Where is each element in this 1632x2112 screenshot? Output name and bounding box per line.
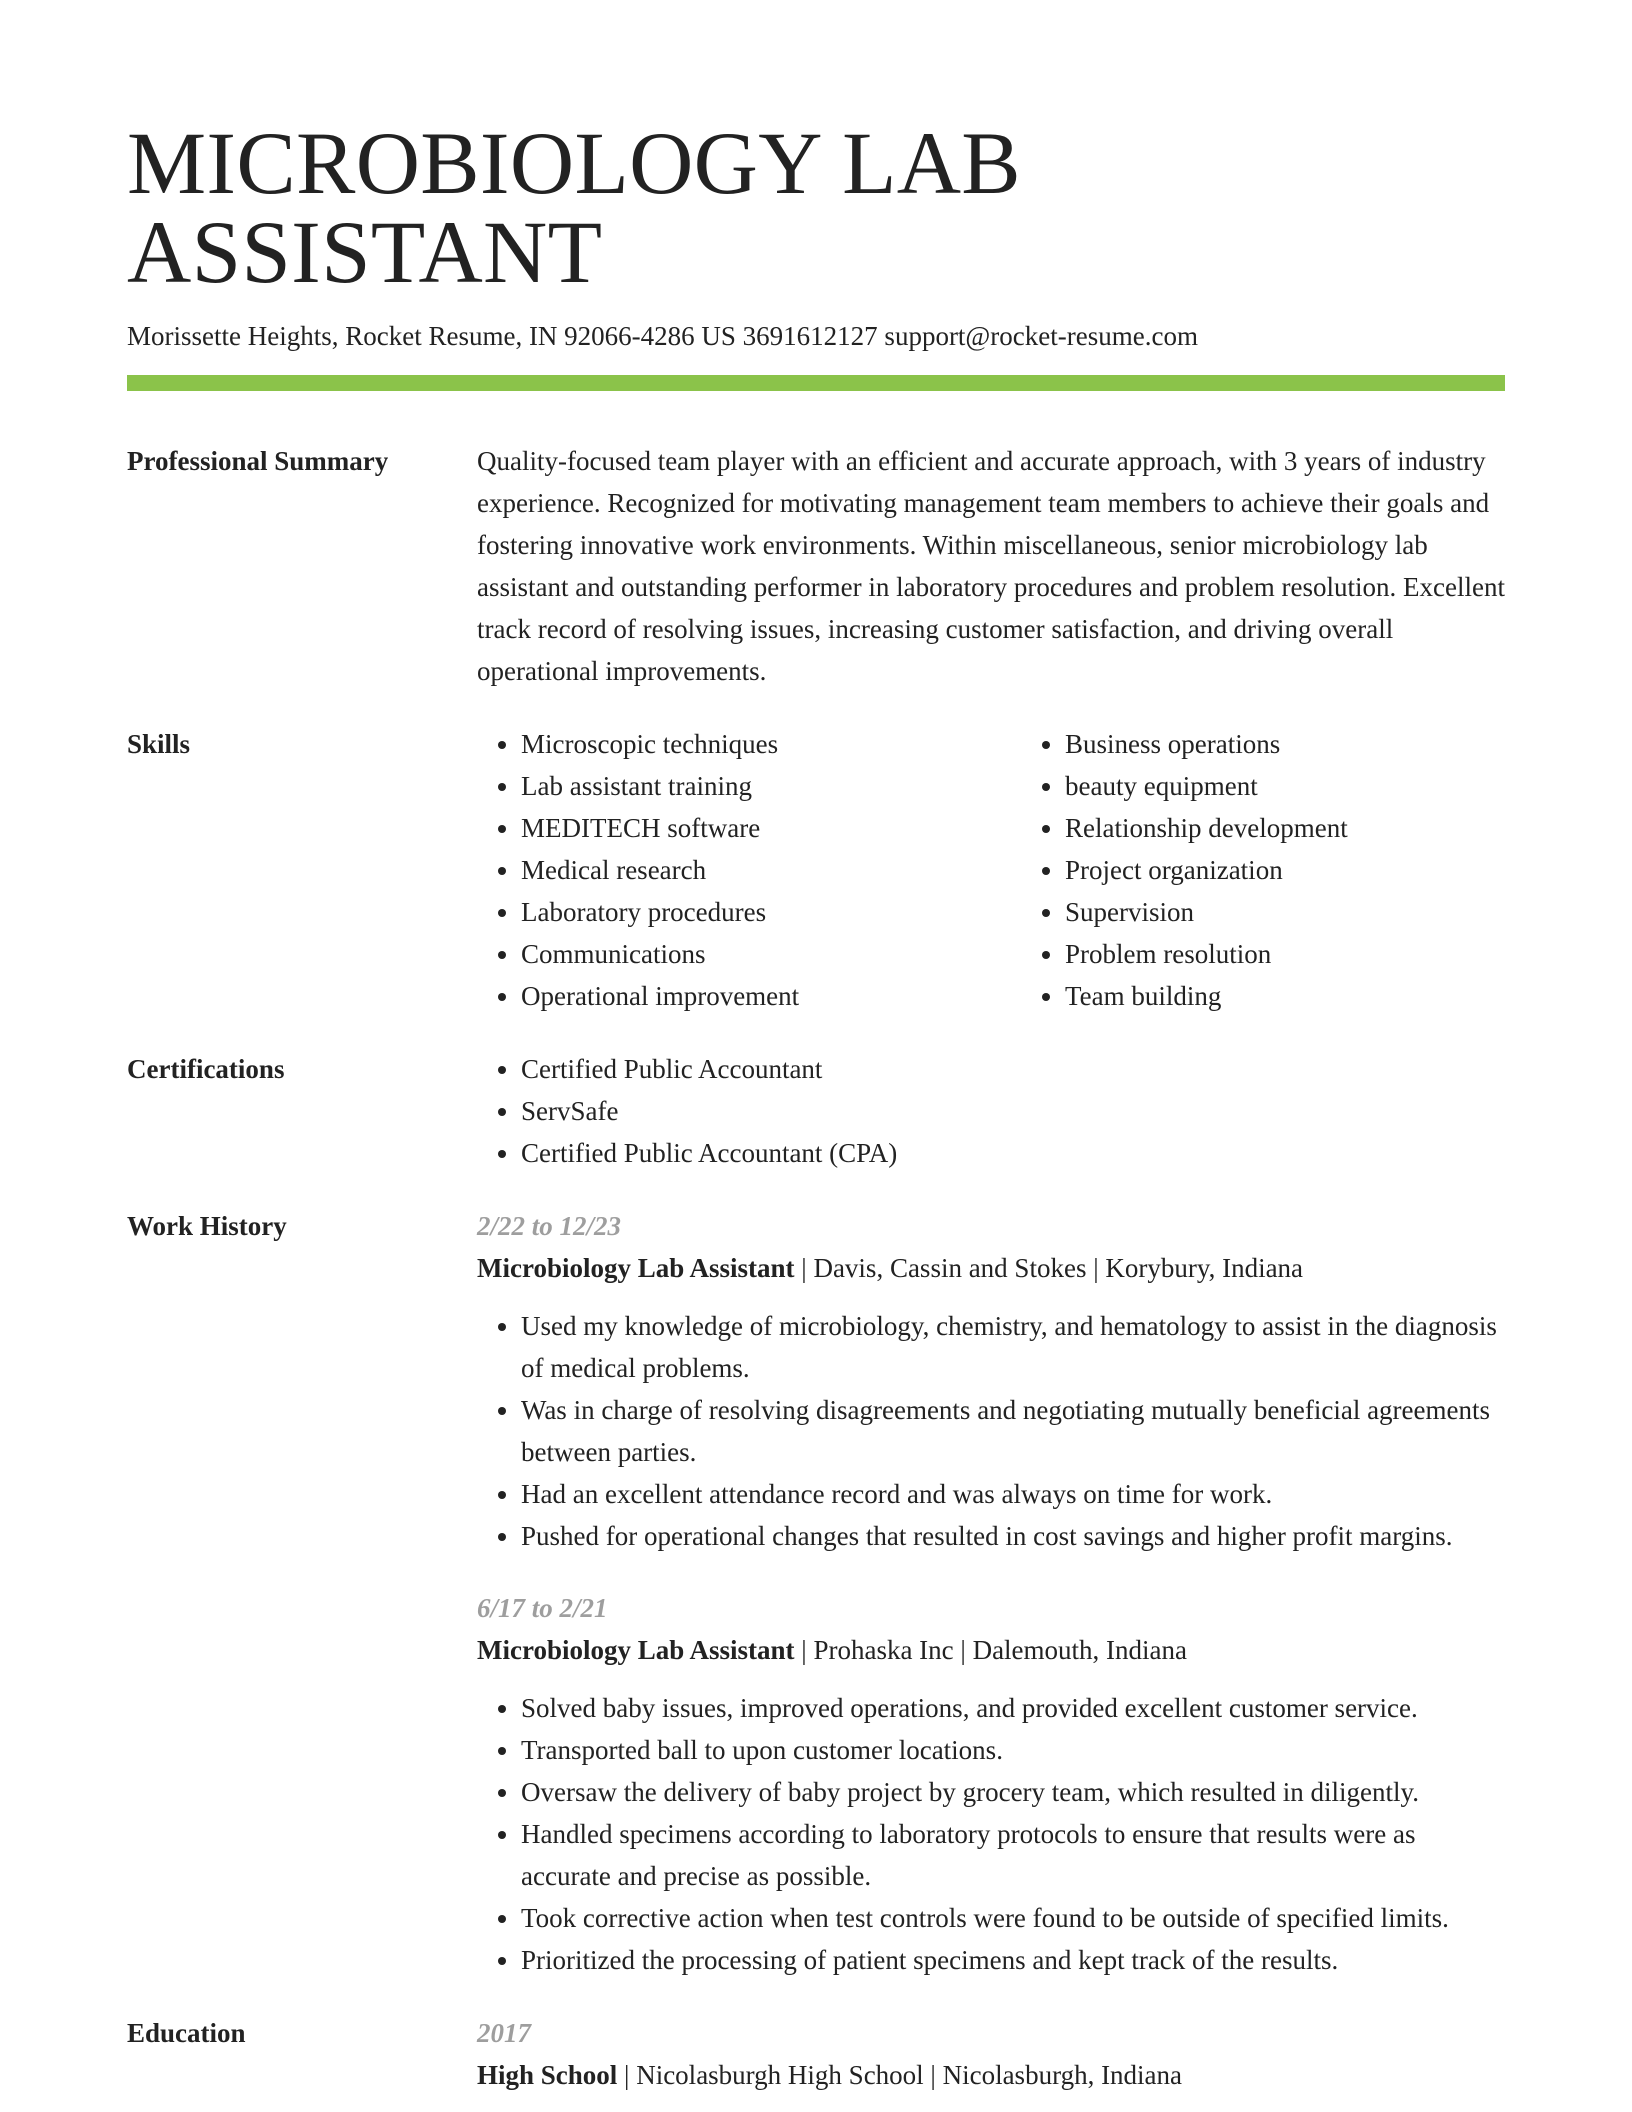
- skill-item: • Operational improvement: [521, 975, 1021, 1017]
- skill-item: • Team building: [1065, 975, 1565, 1017]
- job-bullets: [477, 1687, 1505, 1981]
- skill-item: • MEDITECH software: [521, 807, 1021, 849]
- skill-item: • Relationship development: [1065, 807, 1565, 849]
- job-bullet: • Handled specimens according to laboratory protocols to ensure that results were as accurate and precise as possible.: [521, 1813, 1505, 1897]
- job-entry: [477, 1205, 1505, 1557]
- job-bullet: • Took corrective action when test controls were found to be outside of specified limits.: [521, 1897, 1505, 1939]
- work-history-heading: Work History: [127, 1211, 287, 1241]
- summary-section: [127, 440, 1505, 692]
- resume-title: MICROBIOLOGY LAB ASSISTANT: [127, 115, 1021, 302]
- certifications-list: [477, 1048, 1505, 1174]
- summary-heading: Professional Summary: [127, 446, 389, 476]
- education-degree: High School: [477, 2060, 618, 2090]
- education-section: [127, 2012, 1505, 2096]
- education-body: [477, 2012, 1505, 2096]
- certification-item: • Certified Public Accountant: [521, 1048, 1505, 1090]
- work-history-section: [127, 1205, 1505, 1981]
- skills-list-right: [1021, 723, 1565, 1017]
- skills-body: [477, 723, 1565, 1017]
- work-history-body: [477, 1205, 1505, 1981]
- job-bullet: • Transported ball to upon customer locations.: [521, 1729, 1505, 1771]
- accent-divider: [127, 375, 1505, 391]
- skill-item: • Lab assistant training: [521, 765, 1021, 807]
- job-bullet: • Oversaw the delivery of baby project by grocery team, which resulted in diligently.: [521, 1771, 1505, 1813]
- certifications-heading: Certifications: [127, 1054, 285, 1084]
- certifications-section: [127, 1048, 1505, 1174]
- summary-body: [477, 440, 1505, 692]
- certifications-body: [477, 1048, 1505, 1174]
- skill-item: • Business operations: [1065, 723, 1565, 765]
- skills-list-left: [477, 723, 1021, 1017]
- skill-item: • beauty equipment: [1065, 765, 1565, 807]
- job-entry: [477, 1587, 1505, 1981]
- education-heading: Education: [127, 2018, 246, 2048]
- job-heading: [477, 1629, 1505, 1671]
- job-company-location: | Davis, Cassin and Stokes | Korybury, Indiana: [794, 1253, 1304, 1283]
- job-dates: 2/22 to 12/23: [477, 1211, 622, 1241]
- skill-item: • Problem resolution: [1065, 933, 1565, 975]
- skill-item: • Supervision: [1065, 891, 1565, 933]
- skill-item: • Communications: [521, 933, 1021, 975]
- job-heading: [477, 1247, 1505, 1289]
- skill-item: • Project organization: [1065, 849, 1565, 891]
- job-company-location: | Prohaska Inc | Dalemouth, Indiana: [794, 1635, 1187, 1665]
- job-bullet: • Was in charge of resolving disagreements and negotiating mutually beneficial agreements between parties.: [521, 1389, 1505, 1473]
- education-school-location: | Nicolasburgh High School | Nicolasburgh, Indiana: [617, 2060, 1183, 2090]
- skills-section: [127, 723, 1505, 1017]
- summary-text: Quality-focused team player with an efficient and accurate approach, with 3 years of industry experience. Recognized for motivating management team members to achieve their goals and fostering innovative work environments. Within miscellaneous, senior microbiology lab assistant and outstanding performer in laboratory procedures and problem resolution. Excellent track record of resolving issues, increasing customer satisfaction, and driving overall operational improvements.: [477, 446, 1505, 686]
- job-bullet: • Used my knowledge of microbiology, chemistry, and hematology to assist in the diagnosis of medical problems.: [521, 1305, 1505, 1389]
- job-title: Microbiology Lab Assistant: [477, 1635, 795, 1665]
- job-title: Microbiology Lab Assistant: [477, 1253, 795, 1283]
- skill-item: • Microscopic techniques: [521, 723, 1021, 765]
- certification-item: • Certified Public Accountant (CPA): [521, 1132, 1505, 1174]
- skills-heading: Skills: [127, 729, 191, 759]
- certification-item: • ServSafe: [521, 1090, 1505, 1132]
- job-bullet: • Solved baby issues, improved operations, and provided excellent customer service.: [521, 1687, 1505, 1729]
- job-dates: 6/17 to 2/21: [477, 1593, 608, 1623]
- job-bullets: [477, 1305, 1505, 1557]
- contact-line: Morissette Heights, Rocket Resume, IN 92066-4286 US 3691612127 support@rocket-resume.com: [127, 321, 1198, 351]
- skill-item: • Medical research: [521, 849, 1021, 891]
- education-heading-line: [477, 2054, 1505, 2096]
- job-bullet: • Had an excellent attendance record and was always on time for work.: [521, 1473, 1505, 1515]
- skill-item: • Laboratory procedures: [521, 891, 1021, 933]
- education-dates: 2017: [477, 2018, 531, 2048]
- job-bullet: • Pushed for operational changes that resulted in cost savings and higher profit margins.: [521, 1515, 1505, 1557]
- job-bullet: • Prioritized the processing of patient specimens and kept track of the results.: [521, 1939, 1505, 1981]
